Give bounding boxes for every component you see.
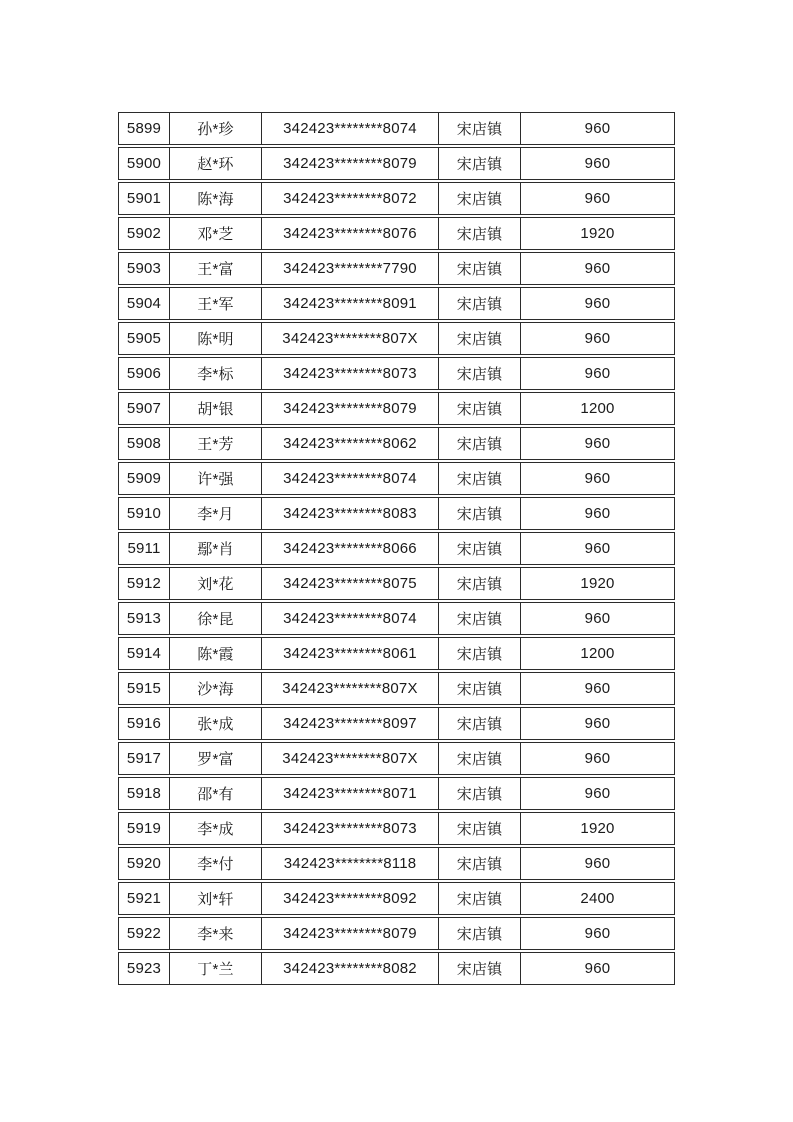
town-cell: 宋店镇 [439, 217, 521, 250]
id-number-cell: 342423********8074 [262, 602, 439, 635]
table-row [118, 322, 675, 355]
serial-cell: 5901 [118, 182, 170, 215]
town-cell: 宋店镇 [439, 427, 521, 460]
amount-cell: 960 [521, 182, 675, 215]
amount-cell: 960 [521, 917, 675, 950]
serial-cell: 5920 [118, 847, 170, 880]
serial-cell: 5906 [118, 357, 170, 390]
id-number-cell: 342423********807X [262, 742, 439, 775]
id-number-cell: 342423********8082 [262, 952, 439, 985]
table-row [118, 462, 675, 495]
table-body [118, 112, 675, 985]
serial-cell: 5921 [118, 882, 170, 915]
name-cell: 李*付 [170, 847, 262, 880]
name-cell: 邓*芝 [170, 217, 262, 250]
table-row [118, 707, 675, 740]
name-cell: 李*月 [170, 497, 262, 530]
name-cell: 丁*兰 [170, 952, 262, 985]
table-row [118, 357, 675, 390]
id-number-cell: 342423********8071 [262, 777, 439, 810]
id-number-cell: 342423********8079 [262, 392, 439, 425]
town-cell: 宋店镇 [439, 847, 521, 880]
name-cell: 赵*环 [170, 147, 262, 180]
town-cell: 宋店镇 [439, 567, 521, 600]
name-cell: 李*成 [170, 812, 262, 845]
table-row [118, 637, 675, 670]
id-number-cell: 342423********8074 [262, 112, 439, 145]
serial-cell: 5922 [118, 917, 170, 950]
serial-cell: 5919 [118, 812, 170, 845]
name-cell: 王*军 [170, 287, 262, 320]
serial-cell: 5902 [118, 217, 170, 250]
serial-cell: 5900 [118, 147, 170, 180]
serial-cell: 5908 [118, 427, 170, 460]
id-number-cell: 342423********8097 [262, 707, 439, 740]
name-cell: 邵*有 [170, 777, 262, 810]
town-cell: 宋店镇 [439, 707, 521, 740]
serial-cell: 5911 [118, 532, 170, 565]
serial-cell: 5910 [118, 497, 170, 530]
id-number-cell: 342423********8079 [262, 147, 439, 180]
id-number-cell: 342423********8076 [262, 217, 439, 250]
table-row [118, 742, 675, 775]
id-number-cell: 342423********8074 [262, 462, 439, 495]
table-row [118, 777, 675, 810]
town-cell: 宋店镇 [439, 497, 521, 530]
name-cell: 刘*轩 [170, 882, 262, 915]
name-cell: 陈*霞 [170, 637, 262, 670]
table-row [118, 532, 675, 565]
subsidy-table [118, 110, 675, 987]
table-row [118, 917, 675, 950]
table-row [118, 182, 675, 215]
name-cell: 沙*海 [170, 672, 262, 705]
name-cell: 许*强 [170, 462, 262, 495]
id-number-cell: 342423********7790 [262, 252, 439, 285]
id-number-cell: 342423********8062 [262, 427, 439, 460]
id-number-cell: 342423********8092 [262, 882, 439, 915]
serial-cell: 5907 [118, 392, 170, 425]
name-cell: 李*标 [170, 357, 262, 390]
table-row [118, 392, 675, 425]
amount-cell: 960 [521, 252, 675, 285]
id-number-cell: 342423********8061 [262, 637, 439, 670]
serial-cell: 5916 [118, 707, 170, 740]
name-cell: 刘*花 [170, 567, 262, 600]
table-row [118, 427, 675, 460]
amount-cell: 960 [521, 742, 675, 775]
table-row [118, 252, 675, 285]
name-cell: 胡*银 [170, 392, 262, 425]
amount-cell: 960 [521, 462, 675, 495]
id-number-cell: 342423********8075 [262, 567, 439, 600]
name-cell: 鄢*肖 [170, 532, 262, 565]
id-number-cell: 342423********8079 [262, 917, 439, 950]
serial-cell: 5913 [118, 602, 170, 635]
id-number-cell: 342423********807X [262, 672, 439, 705]
amount-cell: 960 [521, 602, 675, 635]
serial-cell: 5899 [118, 112, 170, 145]
town-cell: 宋店镇 [439, 742, 521, 775]
name-cell: 张*成 [170, 707, 262, 740]
name-cell: 罗*富 [170, 742, 262, 775]
amount-cell: 960 [521, 532, 675, 565]
name-cell: 陈*明 [170, 322, 262, 355]
id-number-cell: 342423********8073 [262, 357, 439, 390]
amount-cell: 960 [521, 287, 675, 320]
table-row [118, 497, 675, 530]
town-cell: 宋店镇 [439, 637, 521, 670]
name-cell: 徐*昆 [170, 602, 262, 635]
table-row [118, 112, 675, 145]
amount-cell: 960 [521, 847, 675, 880]
table-row [118, 952, 675, 985]
id-number-cell: 342423********8073 [262, 812, 439, 845]
serial-cell: 5918 [118, 777, 170, 810]
amount-cell: 1200 [521, 392, 675, 425]
amount-cell: 960 [521, 497, 675, 530]
name-cell: 孙*珍 [170, 112, 262, 145]
serial-cell: 5904 [118, 287, 170, 320]
id-number-cell: 342423********8066 [262, 532, 439, 565]
town-cell: 宋店镇 [439, 392, 521, 425]
amount-cell: 960 [521, 427, 675, 460]
table-row [118, 882, 675, 915]
id-number-cell: 342423********8118 [262, 847, 439, 880]
town-cell: 宋店镇 [439, 602, 521, 635]
town-cell: 宋店镇 [439, 812, 521, 845]
town-cell: 宋店镇 [439, 462, 521, 495]
table-row [118, 672, 675, 705]
town-cell: 宋店镇 [439, 182, 521, 215]
amount-cell: 960 [521, 672, 675, 705]
serial-cell: 5905 [118, 322, 170, 355]
amount-cell: 1920 [521, 217, 675, 250]
town-cell: 宋店镇 [439, 952, 521, 985]
id-number-cell: 342423********807X [262, 322, 439, 355]
serial-cell: 5915 [118, 672, 170, 705]
name-cell: 王*富 [170, 252, 262, 285]
amount-cell: 960 [521, 952, 675, 985]
amount-cell: 1200 [521, 637, 675, 670]
town-cell: 宋店镇 [439, 252, 521, 285]
town-cell: 宋店镇 [439, 112, 521, 145]
town-cell: 宋店镇 [439, 357, 521, 390]
id-number-cell: 342423********8072 [262, 182, 439, 215]
amount-cell: 960 [521, 147, 675, 180]
town-cell: 宋店镇 [439, 147, 521, 180]
amount-cell: 1920 [521, 812, 675, 845]
name-cell: 王*芳 [170, 427, 262, 460]
town-cell: 宋店镇 [439, 287, 521, 320]
table-row [118, 287, 675, 320]
name-cell: 李*来 [170, 917, 262, 950]
amount-cell: 960 [521, 707, 675, 740]
table-row [118, 602, 675, 635]
town-cell: 宋店镇 [439, 672, 521, 705]
town-cell: 宋店镇 [439, 917, 521, 950]
table-row [118, 847, 675, 880]
serial-cell: 5917 [118, 742, 170, 775]
serial-cell: 5909 [118, 462, 170, 495]
table-row [118, 147, 675, 180]
town-cell: 宋店镇 [439, 532, 521, 565]
amount-cell: 960 [521, 357, 675, 390]
town-cell: 宋店镇 [439, 322, 521, 355]
amount-cell: 1920 [521, 567, 675, 600]
serial-cell: 5903 [118, 252, 170, 285]
id-number-cell: 342423********8083 [262, 497, 439, 530]
table-row [118, 567, 675, 600]
table-row [118, 812, 675, 845]
serial-cell: 5912 [118, 567, 170, 600]
amount-cell: 960 [521, 322, 675, 355]
amount-cell: 2400 [521, 882, 675, 915]
amount-cell: 960 [521, 112, 675, 145]
name-cell: 陈*海 [170, 182, 262, 215]
table-row [118, 217, 675, 250]
id-number-cell: 342423********8091 [262, 287, 439, 320]
town-cell: 宋店镇 [439, 777, 521, 810]
amount-cell: 960 [521, 777, 675, 810]
town-cell: 宋店镇 [439, 882, 521, 915]
serial-cell: 5923 [118, 952, 170, 985]
serial-cell: 5914 [118, 637, 170, 670]
